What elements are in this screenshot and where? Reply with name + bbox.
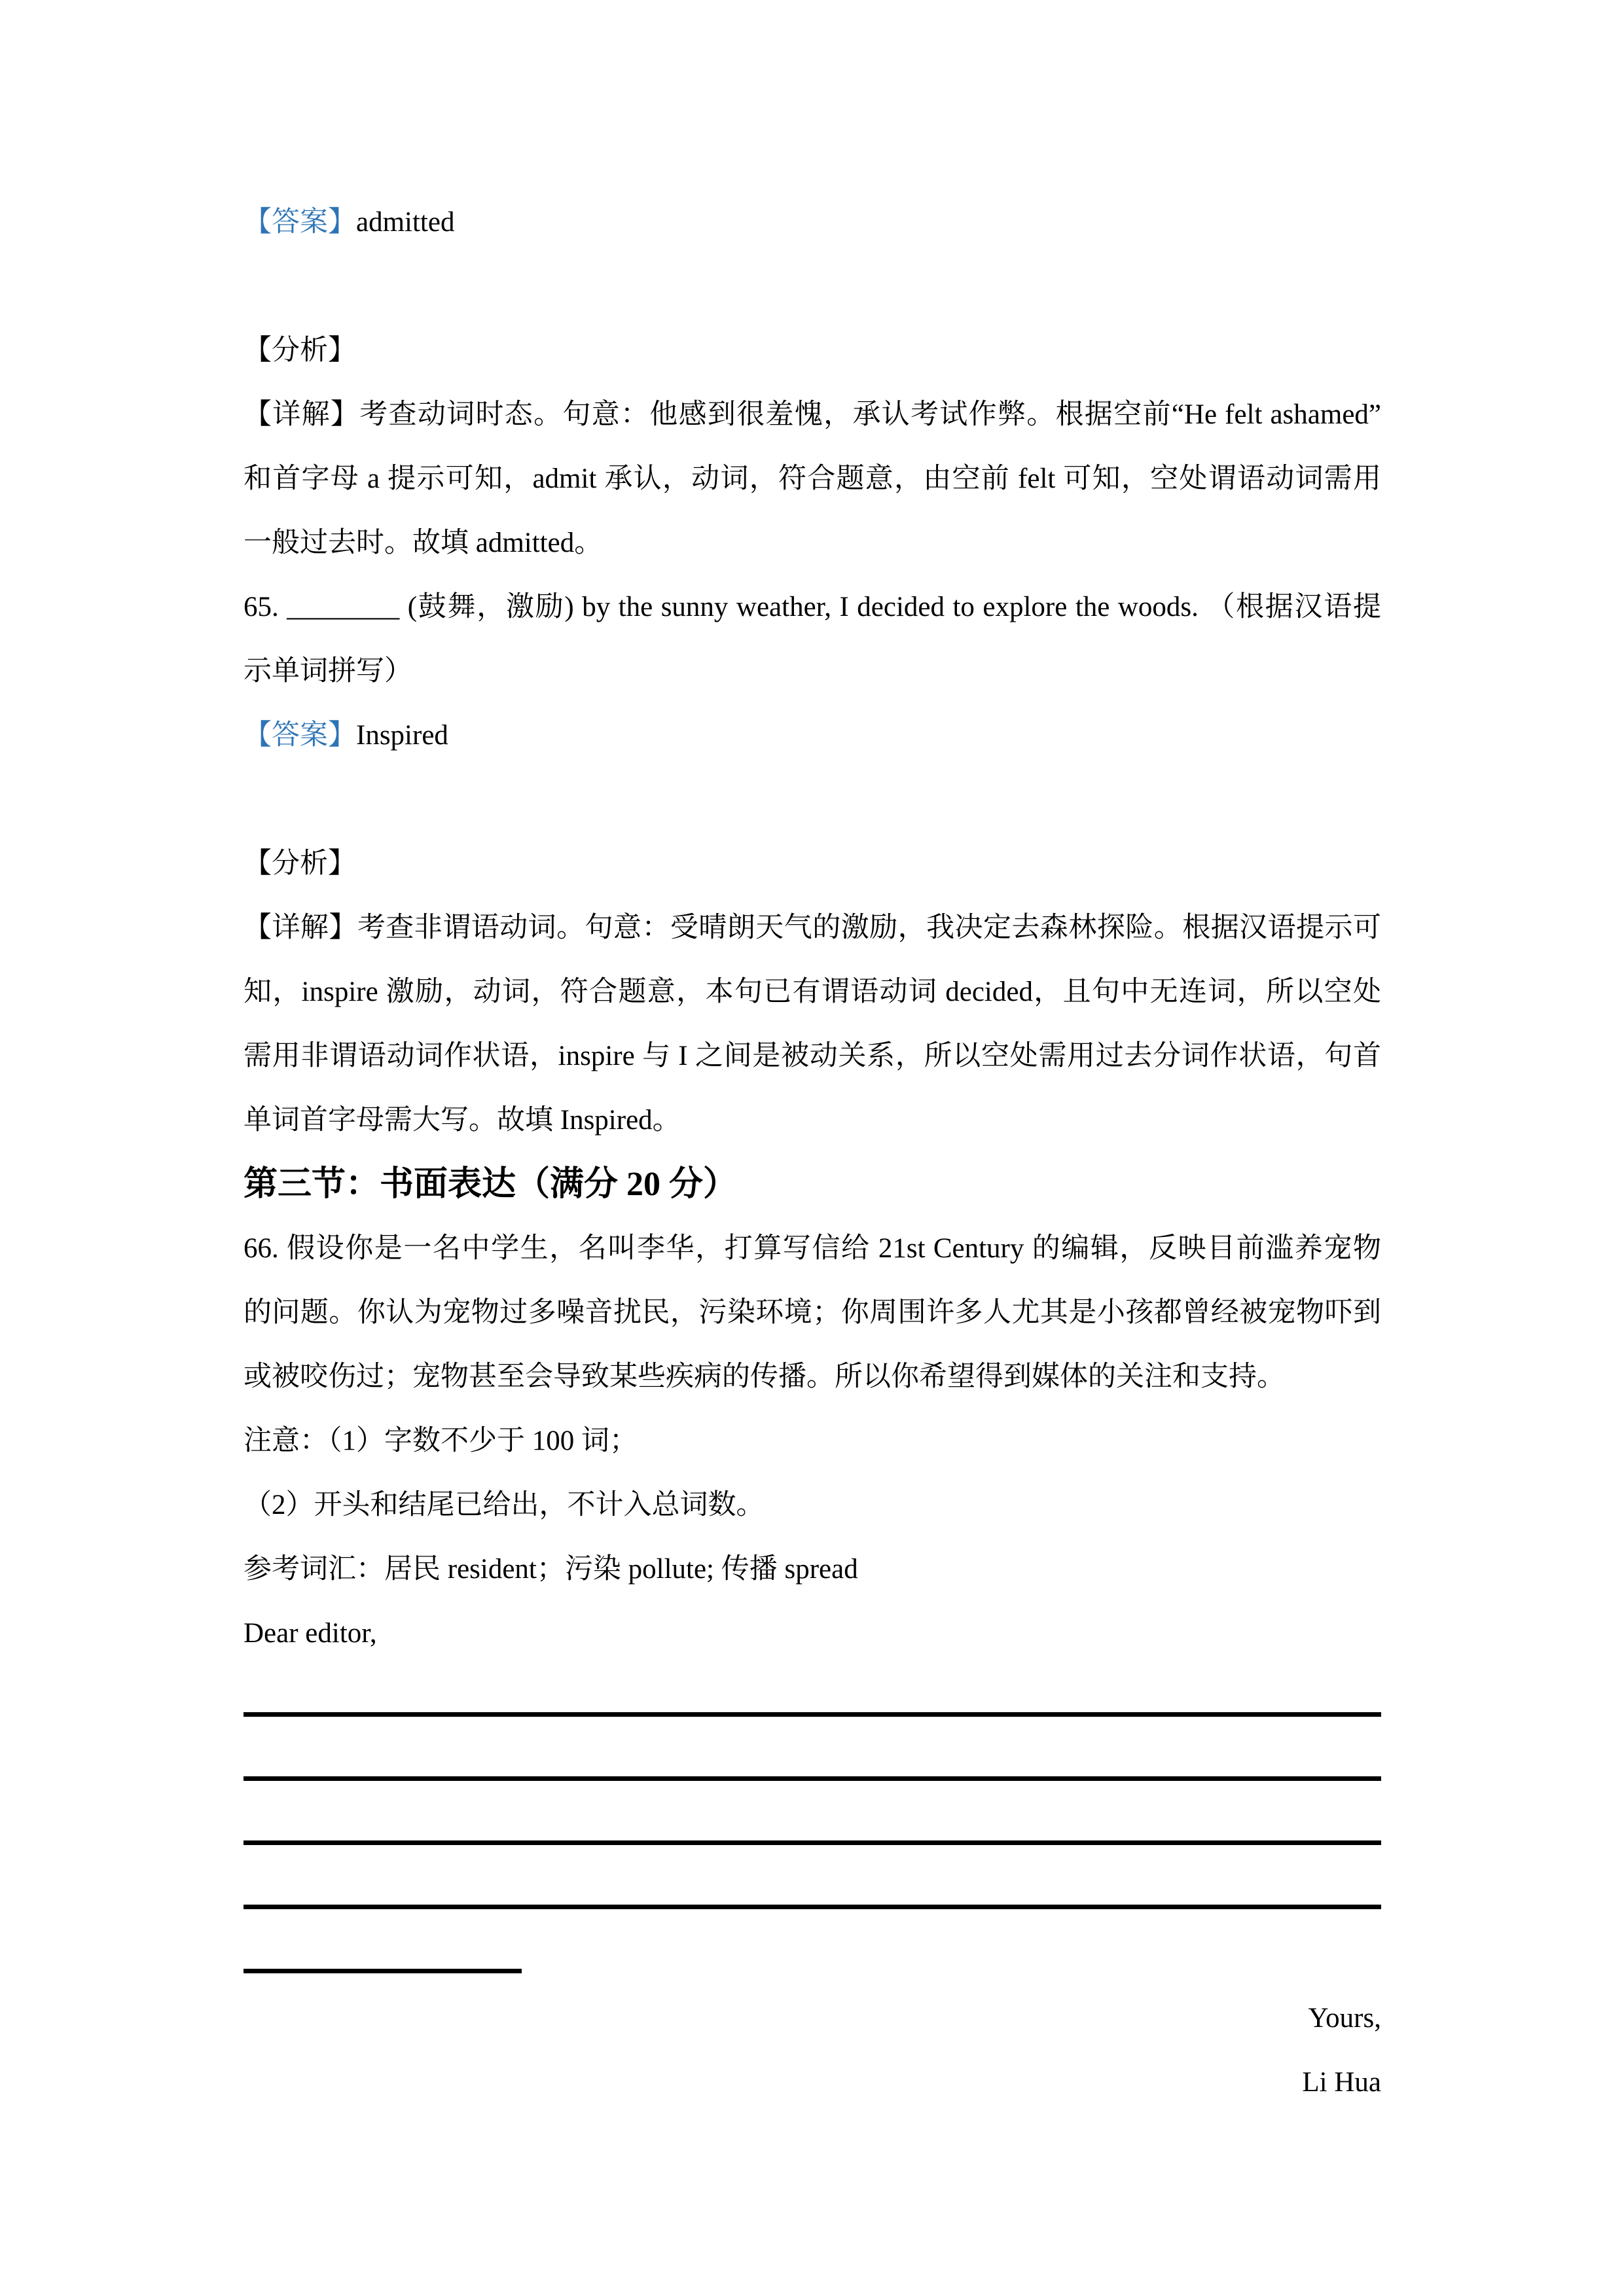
line-text: 需用非谓语动词作状语，inspire 与 I 之间是被动关系，所以空处需用过去分词作状语，句首	[244, 1041, 1381, 1071]
explanation-64-line-3	[244, 511, 1381, 575]
answer-text: admitted	[356, 207, 455, 238]
line-text: 注意：（1）字数不少于 100 词；	[244, 1426, 638, 1456]
reference-words-line	[244, 1537, 1381, 1602]
answer-label: 【答案】	[244, 720, 356, 751]
explanation-64-line-2	[244, 447, 1381, 511]
signature-li-hua	[244, 2051, 1381, 2115]
answer-line-65	[244, 704, 1381, 768]
line-text: 参考词汇：居民 resident；污染 pollute; 传播 spread	[244, 1554, 858, 1585]
essay-blank-line-5	[244, 1922, 1381, 1986]
line-text: 【详解】考查动词时态。句意：他感到很羞愧，承认考试作弊。根据空前“He felt ashamed”	[244, 399, 1381, 430]
line-text: 和首字母 a 提示可知，admit 承认，动词，符合题意，由空前 felt 可知，空处谓语动词需用	[244, 463, 1381, 494]
blank-line	[244, 255, 1381, 319]
question-66-line-1	[244, 1217, 1381, 1281]
explanation-65-line-2	[244, 960, 1381, 1024]
line-text: 【分析】	[244, 848, 356, 879]
answer-writing-rule	[244, 1905, 1381, 1909]
essay-blank-line-1	[244, 1666, 1381, 1730]
line-text: 一般过去时。故填 admitted。	[244, 528, 603, 558]
answer-label: 【答案】	[244, 207, 356, 238]
explanation-65-line-1	[244, 896, 1381, 960]
line-text: Yours,	[1308, 2003, 1381, 2034]
line-text: 知，inspire 激励，动词，符合题意，本句已有谓语动词 decided，且句中无连词，所以空处	[244, 977, 1381, 1007]
essay-blank-line-3	[244, 1794, 1381, 1858]
answer-line-64	[244, 190, 1381, 255]
answer-writing-rule	[244, 1969, 522, 1973]
question-65-line-1	[244, 575, 1381, 639]
answer-text: Inspired	[356, 720, 448, 751]
line-text: 或被咬伤过；宠物甚至会导致某些疾病的传播。所以你希望得到媒体的关注和支持。	[244, 1361, 1285, 1392]
line-text: 65. ________ (鼓舞，激励) by the sunny weather, I decided to explore the woods. （根据汉语提	[244, 592, 1381, 622]
essay-blank-line-4	[244, 1858, 1381, 1922]
section-3-heading	[244, 1153, 1381, 1217]
answer-writing-rule	[244, 1840, 1381, 1845]
line-text: 【分析】	[244, 335, 356, 366]
line-text: 【详解】考查非谓语动词。句意：受晴朗天气的激励，我决定去森林探险。根据汉语提示可	[244, 912, 1381, 943]
question-65-line-2	[244, 639, 1381, 704]
explanation-65-line-3	[244, 1024, 1381, 1088]
notice-line-2	[244, 1473, 1381, 1537]
signature-yours	[244, 1986, 1381, 2051]
line-text: Li Hua	[1302, 2067, 1381, 2098]
line-text: 66. 假设你是一名中学生，名叫李华，打算写信给 21st Century 的编辑，反映目前滥养宠物	[244, 1233, 1381, 1264]
question-66-line-3	[244, 1345, 1381, 1409]
page-content	[244, 190, 1381, 2115]
answer-writing-rule	[244, 1712, 1381, 1717]
analysis-label-64	[244, 319, 1381, 383]
line-text: （2）开头和结尾已给出，不计入总词数。	[244, 1490, 765, 1520]
line-text: 第三节：书面表达（满分 20 分）	[244, 1166, 738, 1203]
letter-salutation	[244, 1602, 1381, 1666]
blank-line	[244, 768, 1381, 832]
notice-line-1	[244, 1409, 1381, 1473]
answer-writing-rule	[244, 1776, 1381, 1781]
explanation-64-line-1	[244, 383, 1381, 447]
analysis-label-65	[244, 832, 1381, 896]
explanation-65-line-4	[244, 1088, 1381, 1153]
line-text: Dear editor,	[244, 1618, 377, 1649]
line-text: 的问题。你认为宠物过多噪音扰民，污染环境；你周围许多人尤其是小孩都曾经被宠物吓到	[244, 1297, 1381, 1328]
line-text: 单词首字母需大写。故填 Inspired。	[244, 1105, 681, 1136]
question-66-line-2	[244, 1281, 1381, 1345]
line-text: 示单词拼写）	[244, 656, 412, 687]
essay-blank-line-2	[244, 1730, 1381, 1794]
